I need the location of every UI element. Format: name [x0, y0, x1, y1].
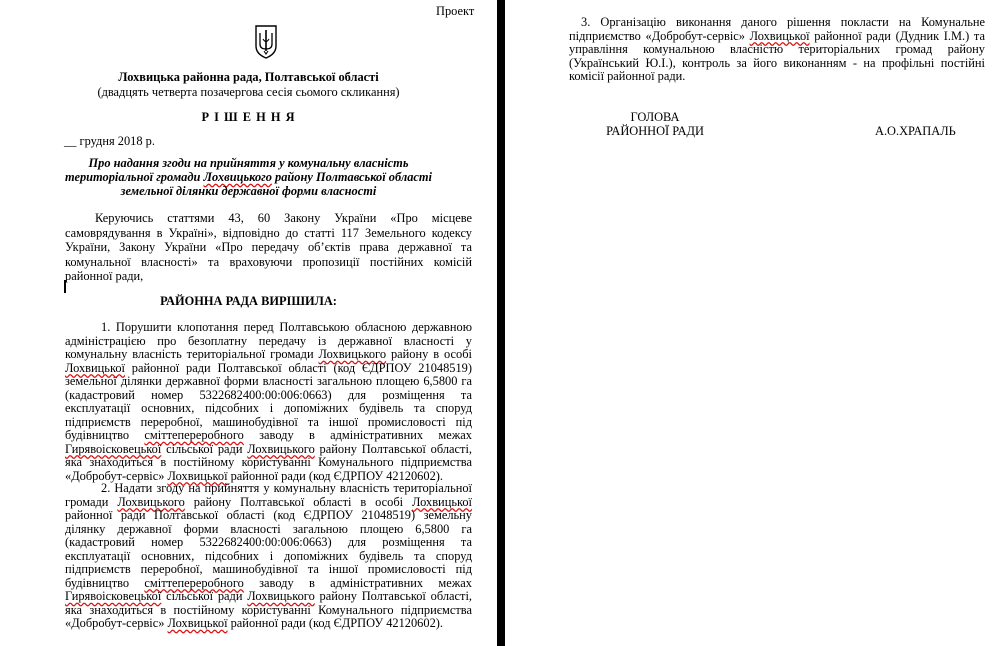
text-cursor: [64, 280, 66, 293]
project-label: Проект: [436, 4, 475, 18]
resolution-item-3: 3. Організацію виконання даного рішення покласти на Комунальне підприємство «Добробут-сервіс» Лохвицької районної ради (Дудник І.М.) та управління комунальною власністю територіальних громад району (Український Ю.І.), контроль за його виконанням - на профільні постійні комісії районної ради.: [569, 15, 985, 83]
subject-line-2: територіальної громади Лохвицького району Полтавської області: [65, 170, 432, 184]
document-page-right: [505, 0, 1000, 646]
resolution-item-2: 2. Надати згоду на прийняття у комунальну власність територіальної громади Лохвицького району Полтавської області в особі Лохвицької районної ради Полтавської області (код ЄДРПОУ 21048519) земельну ділянку державної форми власності загальною площею 6,5800 га (кадастровий номер 5322682400:00:006:0663) для розміщення та експлуатації основних, підсобних і допоміжних будівель та споруд підприємств переробної, машинобудівної та іншої промисловості під будівництво сміттепереробного заводу в адміністративних межах Гирявоісковецької сільської ради Лохвицького району Полтавської області, яка знаходиться в постійному користуванні Комунального підприємства «Добробут-сервіс» Лохвицької районної ради (код ЄДРПОУ 42120602).: [65, 481, 472, 630]
session-info: (двадцять четверта позачергова сесія сьомого скликання): [97, 85, 400, 99]
document-type-heading: Р І Ш Е Н Н Я: [201, 110, 296, 124]
signatory-name: А.О.ХРАПАЛЬ: [875, 124, 956, 138]
signature-title-line-1: ГОЛОВА: [630, 110, 680, 124]
council-name: Лохвицька районна рада, Полтавської області: [118, 70, 379, 84]
subject-line-3: земельної ділянки державної форми власності: [120, 184, 377, 198]
page-divider: [497, 0, 505, 646]
document-page-left: [0, 0, 497, 646]
resolved-heading: РАЙОННА РАДА ВИРІШИЛА:: [160, 294, 337, 308]
subject-line-1: Про надання згоди на прийняття у комунальну власність: [88, 156, 409, 170]
document-date: __ грудня 2018 р.: [64, 134, 155, 148]
preamble-paragraph: Керуючись статтями 43, 60 Закону України «Про місцеве самоврядування в Україні», відповідно до статті 117 Земельного кодексу України, Закону України «Про передачу об’єктів права державної та комунальної власності» та враховуючи пропозиції постійних комісій районної ради,: [65, 211, 472, 283]
resolution-item-1: 1. Порушити клопотання перед Полтавською обласною державною адміністрацією про безоплатну передачу із державної власності у комунальну власність територіальної громади Лохвицького району в особі Лохвицької районної ради Полтавської області (код ЄДРПОУ 21048519) земельної ділянки державної форми власності загальною площею 6,5800 га (кадастровий номер 5322682400:00:006:0663) для розміщення та експлуатації основних, підсобних і допоміжних будівель та споруд підприємств переробної, машинобудівної та іншої промисловості під будівництво сміттепереробного заводу в адміністративних межах Гирявоісковецької сільської ради Лохвицького району Полтавської області, яка знаходиться в постійному користуванні Комунального підприємства «Добробут-сервіс» Лохвицької районної ради (код ЄДРПОУ 42120602).: [65, 320, 472, 483]
signature-title-line-2: РАЙОННОЇ РАДИ: [606, 124, 704, 138]
trident-coat-of-arms-icon: [254, 24, 278, 60]
